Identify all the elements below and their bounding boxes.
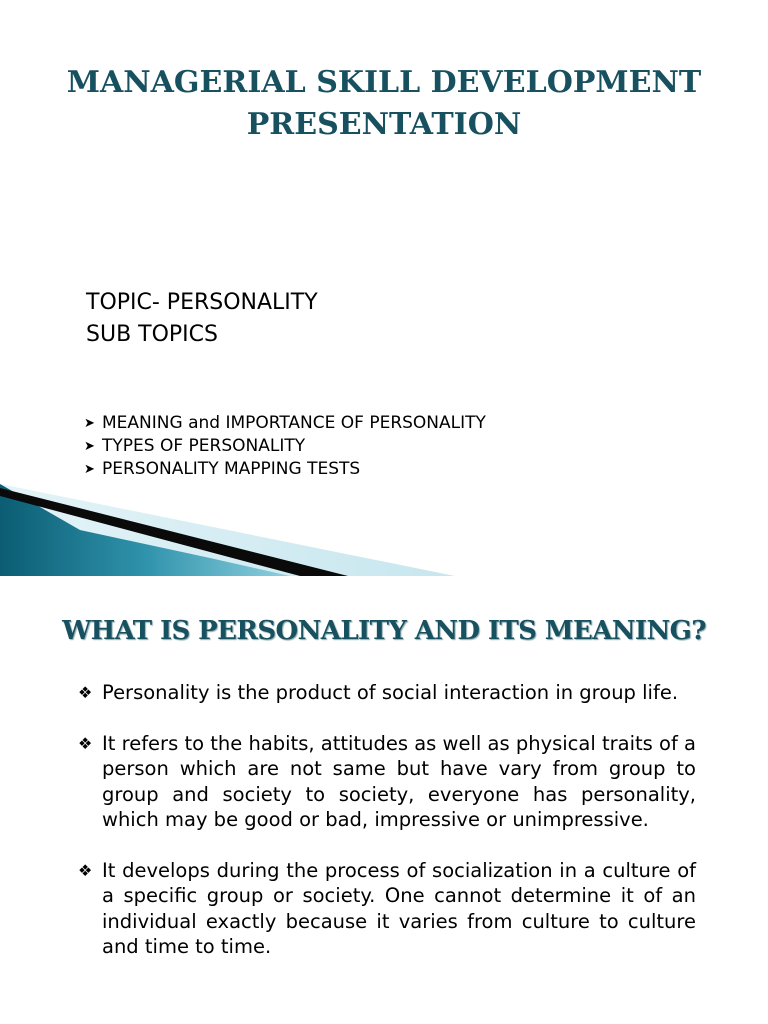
list-item bbox=[84, 435, 768, 458]
title-line-1: MANAGERIAL SKILL DEVELOPMENT bbox=[66, 65, 702, 100]
diamond-bullet-icon: ❖ bbox=[78, 683, 93, 702]
subtopics-list bbox=[84, 412, 768, 481]
diamond-bullet-icon: ❖ bbox=[78, 733, 93, 753]
subtopic-text: TYPES OF PERSONALITY bbox=[102, 436, 306, 456]
subtopics-heading: SUB TOPICS bbox=[86, 322, 218, 347]
subtopic-text: PERSONALITY MAPPING TESTS bbox=[102, 459, 361, 479]
title-line-2: PRESENTATION bbox=[246, 107, 522, 142]
list-item bbox=[84, 412, 768, 435]
topic-block bbox=[86, 287, 768, 351]
arrowhead-bullet-icon: ➤ bbox=[84, 416, 95, 431]
bullet-text: It develops during the process of socialization in a culture of a specific group or society. One cannot determine it of an individual exactly because it varies from culture to culture and time to time. bbox=[102, 858, 696, 958]
subtopic-text: MEANING and IMPORTANCE OF PERSONALITY bbox=[102, 413, 486, 433]
diamond-bullet-icon: ❖ bbox=[78, 860, 93, 880]
arrowhead-bullet-icon: ➤ bbox=[84, 439, 95, 454]
arrowhead-bullet-icon: ➤ bbox=[84, 462, 95, 477]
list-item bbox=[84, 458, 768, 481]
list-item bbox=[78, 731, 696, 833]
decorative-swoosh bbox=[0, 470, 768, 576]
bullet-text: Personality is the product of social interaction in group life. bbox=[102, 681, 679, 704]
slide-2-title: WHAT IS PERSONALITY AND ITS MEANING? bbox=[62, 616, 706, 646]
list-item bbox=[78, 680, 696, 706]
list-item bbox=[78, 858, 696, 960]
slide-2 bbox=[0, 576, 768, 1024]
topic-heading: TOPIC- PERSONALITY bbox=[86, 290, 318, 315]
bullet-text: It refers to the habits, attitudes as well as physical traits of a person which are not same but have vary from group to group and society to society, everyone has personality, which may be good or bad, impressive or unimpressive. bbox=[102, 731, 696, 831]
slide-1-title bbox=[0, 62, 768, 146]
bullet-list bbox=[78, 680, 696, 985]
